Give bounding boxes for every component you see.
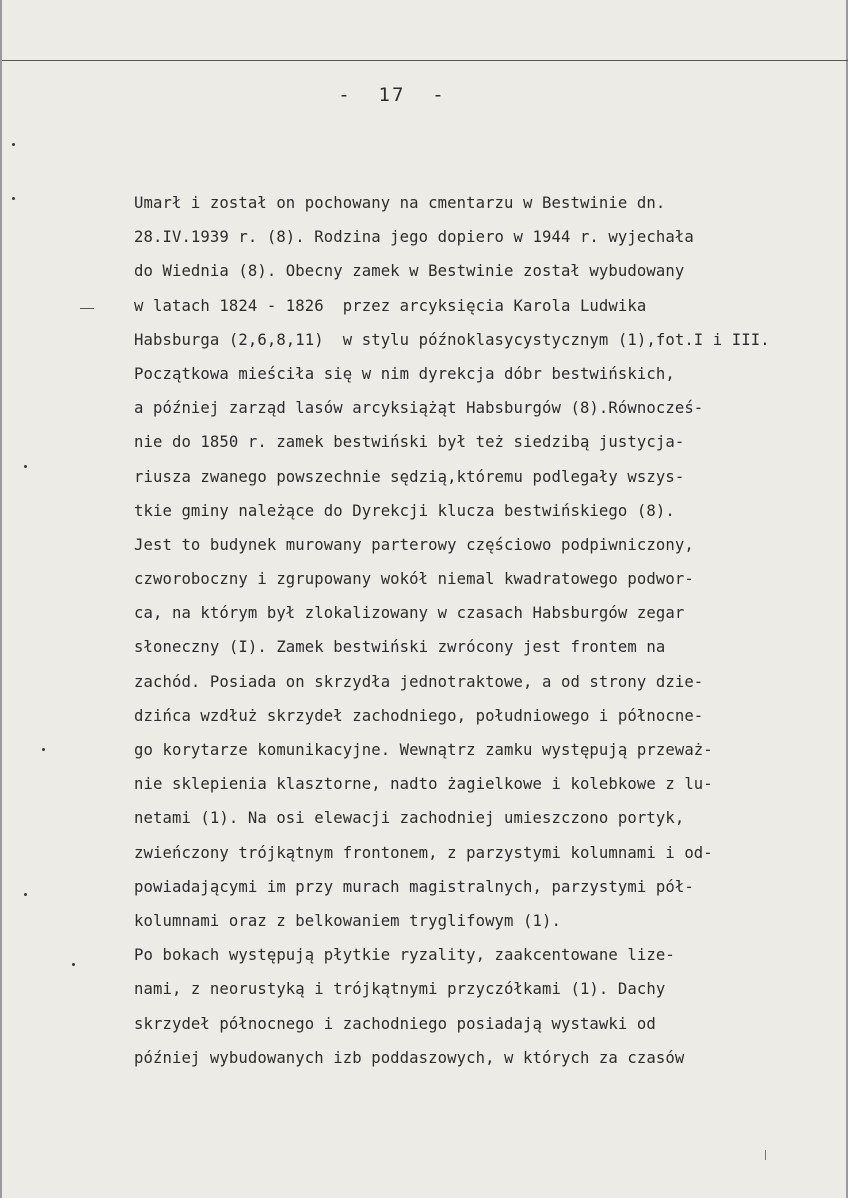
text-line: tkie gminy należące do Dyrekcji klucza bestwińskiego (8). <box>134 501 675 520</box>
body-text <box>134 186 848 1075</box>
text-line: a później zarząd lasów arcyksiążąt Habsburgów (8).Równocześ- <box>134 399 704 418</box>
text-line: nie sklepienia klasztorne, nadto żagielkowe i kolebkowe z lu- <box>134 775 713 794</box>
text-line: kolumnami oraz z belkowaniem tryglifowym (1). <box>134 911 561 930</box>
text-line: nie do 1850 r. zamek bestwiński był też siedzibą justycja- <box>134 433 685 452</box>
text-line: w latach 1824 - 1826 przez arcyksięcia Karola Ludwika <box>134 296 647 315</box>
text-line: Habsburga (2,6,8,11) w stylu późnoklasycystycznym (1),fot.I i III. <box>134 330 770 349</box>
text-line: go korytarze komunikacyjne. Wewnątrz zamku występują przeważ- <box>134 741 713 759</box>
margin-dash <box>80 308 94 309</box>
text-line: zwieńczony trójkątnym frontonem, z parzystymi kolumnami i od- <box>134 843 713 862</box>
text-line: Po bokach występują płytkie ryzality, zaakcentowane lize- <box>134 946 675 965</box>
text-line: czworoboczny i zgrupowany wokół niemal kwadratowego podwor- <box>134 570 694 589</box>
text-line: netami (1). Na osi elewacji zachodniej umieszczono portyk, <box>134 809 685 828</box>
text-line: słoneczny (I). Zamek bestwiński zwrócony jest frontem na <box>134 638 666 657</box>
top-rule <box>2 60 848 61</box>
margin-dot <box>12 197 15 200</box>
text-line: do Wiednia (8). Obecny zamek w Bestwinie został wybudowany <box>134 262 685 281</box>
text-line: skrzydeł północnego i zachodniego posiadają wystawki od <box>134 1014 656 1033</box>
text-line: Umarł i został on pochowany na cmentarzu w Bestwinie dn. <box>134 194 666 212</box>
text-line: powiadającymi im przy murach magistralnych, parzystymi pół- <box>134 877 694 896</box>
margin-tick <box>765 1150 766 1160</box>
page-number: - 17 - <box>338 84 446 106</box>
margin-dot <box>42 748 45 751</box>
text-line: dzińca wzdłuż skrzydeł zachodniego, południowego i północne- <box>134 706 704 725</box>
text-line: nami, z neorustyką i trójkątnymi przyczółkami (1). Dachy <box>134 980 666 999</box>
text-line: Jest to budynek murowany parterowy częściowo podpiwniczony, <box>134 535 694 554</box>
margin-dot <box>24 465 27 468</box>
text-line: 28.IV.1939 r. (8). Rodzina jego dopiero w 1944 r. wyjechała <box>134 228 694 247</box>
margin-dot <box>24 893 27 896</box>
text-line: Początkowa mieściła się w nim dyrekcja dóbr bestwińskich, <box>134 364 675 383</box>
text-line: riusza zwanego powszechnie sędzią,któremu podlegały wszys- <box>134 467 685 486</box>
text-line: później wybudowanych izb poddaszowych, w których za czasów <box>134 1048 685 1067</box>
text-line: ca, na którym był zlokalizowany w czasach Habsburgów zegar <box>134 604 685 623</box>
margin-dot <box>72 963 75 966</box>
text-line: zachód. Posiada on skrzydła jednotraktowe, a od strony dzie- <box>134 672 704 691</box>
margin-dot <box>12 143 15 146</box>
